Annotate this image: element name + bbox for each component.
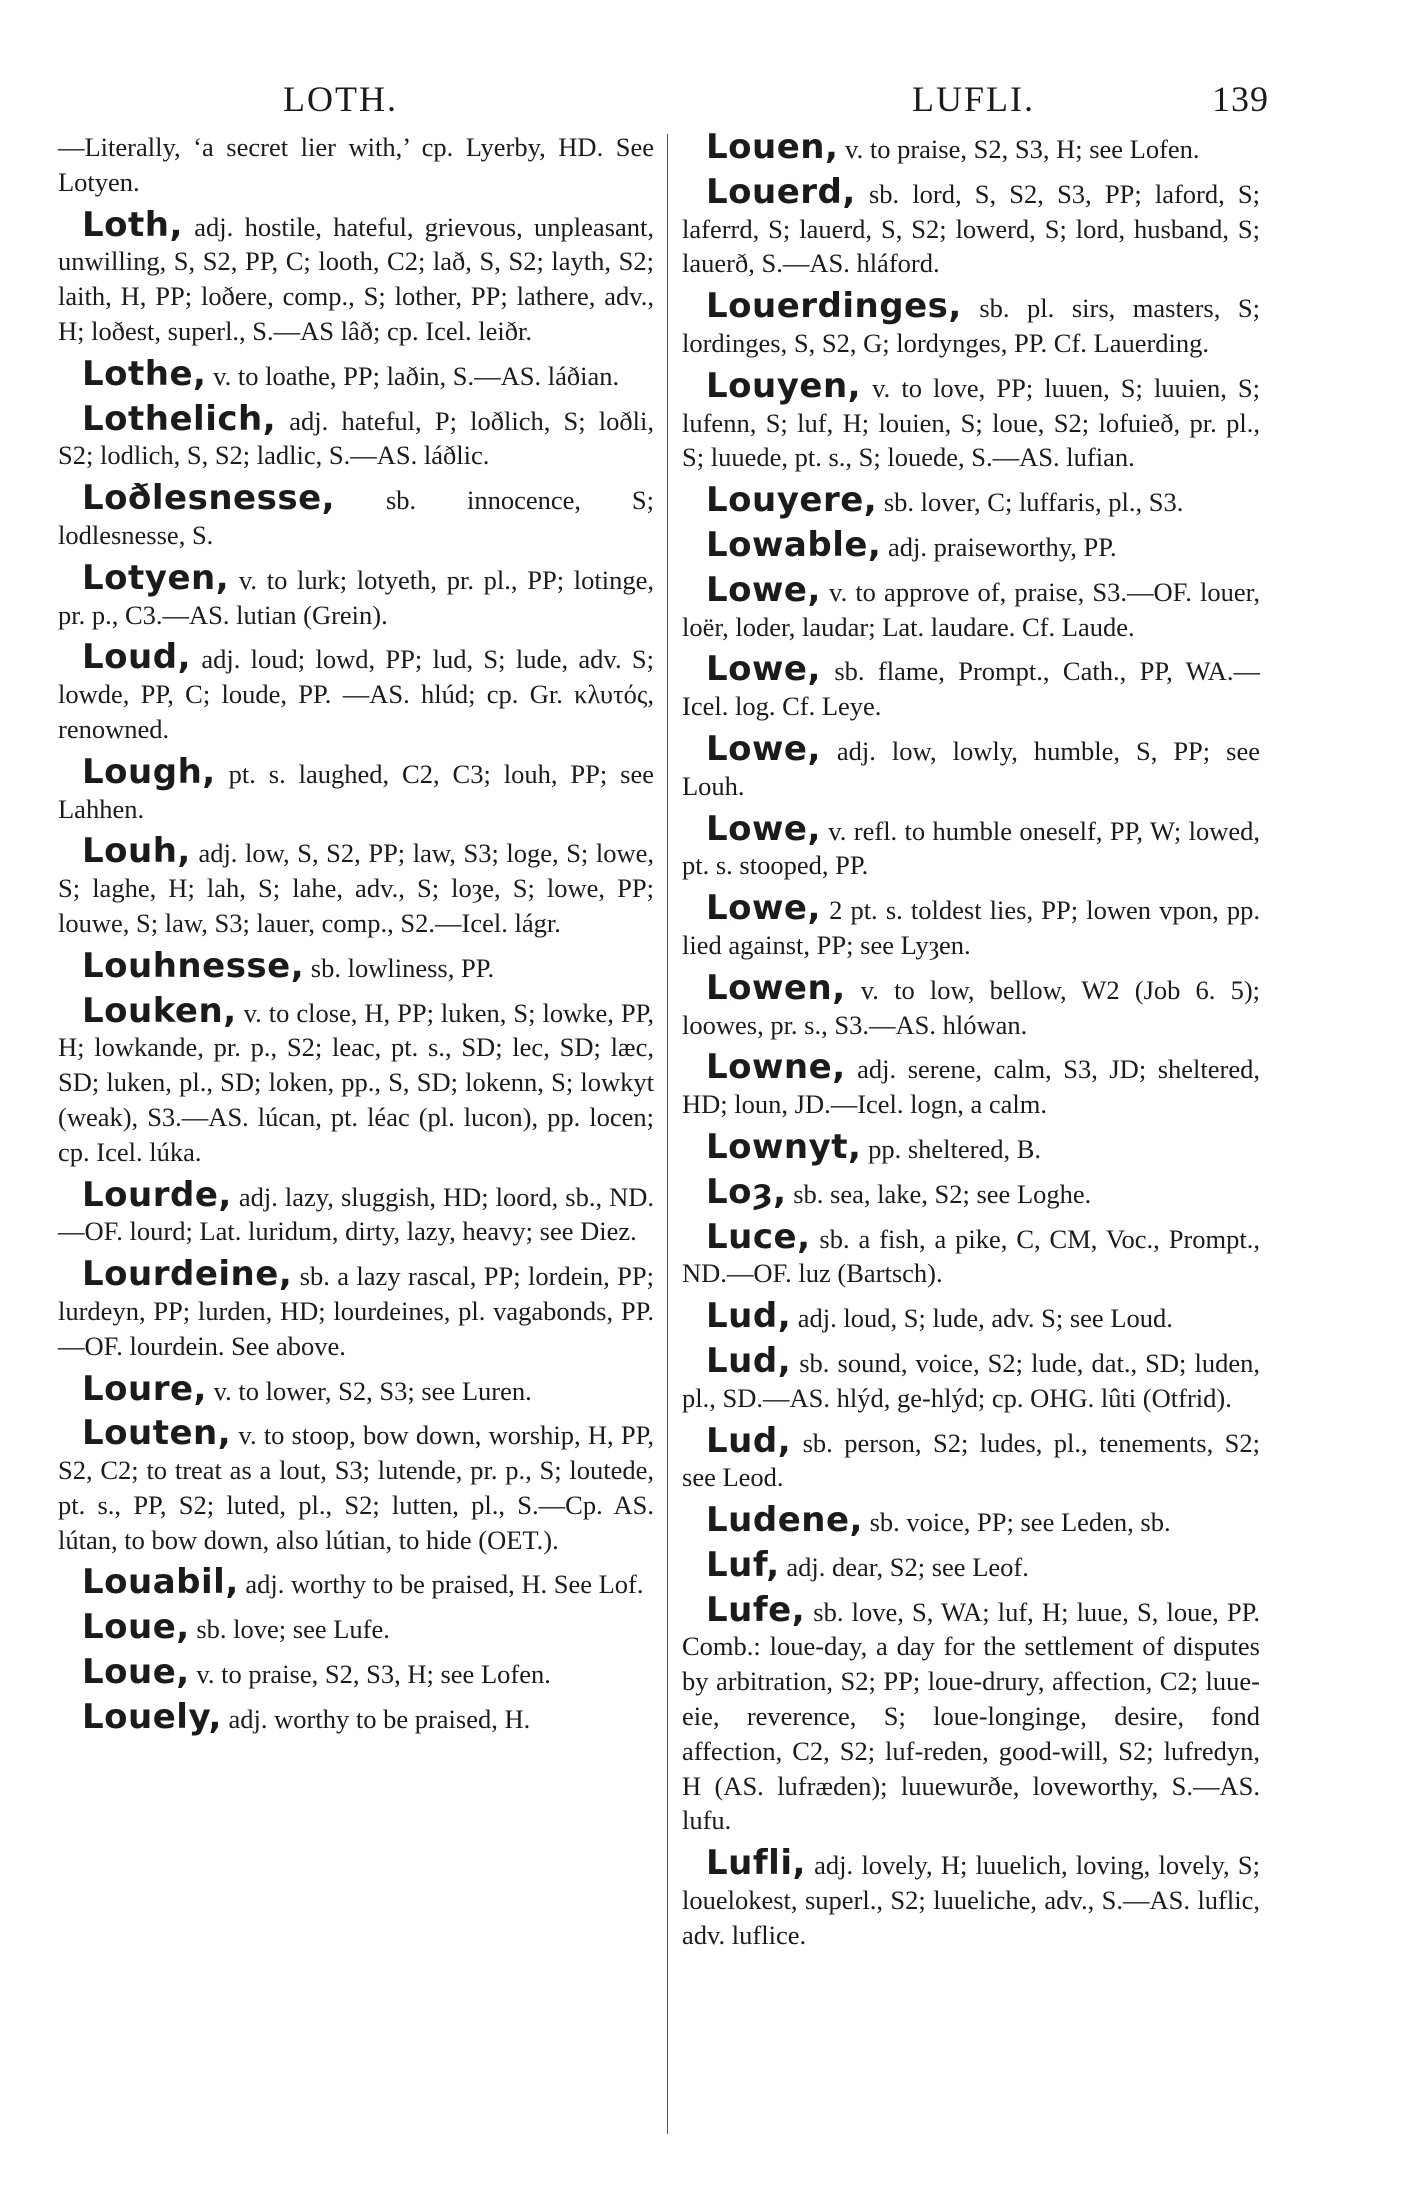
entry-definition: v. to lower, S2, S3; see Luren. [213, 1375, 532, 1406]
dictionary-entry [58, 130, 654, 200]
entry-definition: sb. pl. sirs, masters, S; lordinges, S, S2, G; lordynges, PP. Cf. Lauerding. [682, 293, 1260, 358]
entry-definition: pp. sheltered, B. [868, 1133, 1042, 1164]
entry-definition: sb. love; see Lufe. [196, 1614, 390, 1645]
dictionary-entry [58, 945, 654, 986]
dictionary-entry [58, 1652, 654, 1693]
dictionary-entry [682, 1047, 1261, 1122]
dictionary-entry [58, 353, 654, 394]
entry-headword: Louyere, [706, 480, 878, 521]
dictionary-entry [682, 1420, 1261, 1496]
entry-headword: Loðlesnesse, [82, 478, 336, 519]
entry-definition: v. to lurk; lotyeth, pr. pl., PP; lotinge, pr. p., C3.—AS. lutian (Grein). [58, 564, 654, 630]
entry-headword: Louen, [706, 127, 839, 167]
dictionary-entry [682, 480, 1260, 521]
dictionary-entry [682, 649, 1260, 724]
entry-headword: Lowe, [706, 649, 821, 690]
entry-definition: sb. sea, lake, S2; see Loghe. [793, 1178, 1092, 1209]
entry-definition: v. to approve of, praise, S3.—OF. louer, loër, loder, laudar; Lat. laudare. Cf. Laude. [682, 576, 1261, 642]
entry-definition: adj. lovely, H; luuelich, loving, lovely, S; louelokest, superl., S2; luueliche, adv., S.—AS. luflic, adv. luflice. [682, 1850, 1260, 1950]
entry-definition: adj. praiseworthy, PP. [887, 531, 1117, 562]
dictionary-entry [58, 1368, 654, 1409]
entry-definition: adj. loud; lowd, PP; lud, S; lude, adv. S; lowde, PP, C; loude, PP. —AS. hlúd; cp. Gr. κλυτός, renowned. [58, 644, 655, 744]
entry-headword: Lough, [82, 751, 216, 792]
entry-headword: Louerd, [706, 171, 856, 212]
entry-headword: Luce, [706, 1216, 811, 1257]
entry-definition: adj. hostile, hateful, grievous, unpleasant, unwilling, S, S2, PP, C; looth, C2; lað, S, S2; layth, S2; laith, H, PP; loðere, comp., S; lother, PP; lathere, adv., H; loðest, superl., S.—AS lâð; cp. Icel. leiðr. [58, 211, 654, 346]
entry-definition: sb. sound, voice, S2; lude, dat., SD; luden, pl., SD.—AS. hlýd, ge-hlýd; cp. OHG. lûti (Otfrid). [682, 1347, 1261, 1413]
entry-definition: v. to stoop, bow down, worship, H, PP, S2, C2; to treat as a lout, S3; lutende, pr. p., S; loutede, pt. s., PP, S2; luted, pl., S2; lutten, pl., S.—Cp. AS. lútan, to bow down, also lútian, to hide (OET.). [58, 1420, 655, 1555]
entry-definition: adj. low, lowly, humble, S, PP; see Louh. [682, 735, 1260, 801]
entry-headword: Lowable, [706, 524, 882, 565]
entry-headword: Lowe, [706, 728, 821, 769]
entry-headword: Loth, [82, 204, 183, 245]
entry-headword: Louerdinges, [706, 286, 962, 327]
entry-headword: Lufe, [706, 1589, 806, 1630]
entry-headword: Lufli, [706, 1843, 806, 1884]
entry-headword: Lud, [706, 1340, 792, 1381]
entry-headword: Loud, [82, 637, 191, 678]
dictionary-entry [682, 1544, 1260, 1585]
entry-headword: Louabil, [82, 1562, 239, 1603]
dictionary-entry [58, 637, 655, 746]
dictionary-entry [682, 1171, 1260, 1212]
column-divider [667, 134, 668, 2134]
entry-definition: v. to loathe, PP; laðin, S.—AS. láðian. [213, 360, 620, 391]
dictionary-entry [682, 1589, 1261, 1839]
entry-headword: Louken, [82, 990, 237, 1031]
dictionary-entry [682, 1296, 1260, 1337]
entry-headword: Luf, [706, 1544, 780, 1585]
dictionary-entry [58, 1174, 655, 1250]
entry-headword: Lothelich, [82, 398, 277, 439]
entry-headword: Lownyt, [706, 1126, 862, 1167]
dictionary-entry [682, 1216, 1261, 1292]
entry-definition: sb. a lazy rascal, PP; lordein, PP; lurdeyn, PP; lurden, HD; lourdeines, pl. vagabonds, PP.—OF. lourdein. See above. [58, 1261, 654, 1361]
dictionary-entry [682, 127, 1260, 167]
entry-definition: sb. a fish, a pike, C, CM, Voc., Prompt., ND.—OF. luz (Bartsch). [682, 1223, 1261, 1289]
dictionary-entry [682, 171, 1260, 281]
entry-definition: adj. low, S, S2, PP; law, S3; loge, S; lowe, S; laghe, H; lah, S; lahe, adv., S; loȝe, S; lowe, PP; louwe, S; law, S3; lauer, comp., S2.—Icel. lágr. [58, 838, 655, 938]
dictionary-entry [58, 204, 654, 349]
entry-headword: Loure, [82, 1368, 207, 1409]
entry-definition: sb. love, S, WA; luf, H; luue, S, loue, PP. Comb.: loue-day, a day for the settlement of disputes by arbitration, S2; PP; loue-drury, affection, C2; luue-eie, reverence, S; loue-longinge, desire, fond affection, C2, S2; luf-reden, good-will, S2; lufredyn, H (AS. lufræden); luuewurðe, loveworthy, S.—AS. lufu. [682, 1596, 1261, 1836]
entry-headword: Louten, [82, 1413, 232, 1454]
dictionary-entry [682, 1126, 1260, 1167]
dictionary-entry [58, 1254, 654, 1363]
entry-definition: v. to love, PP; luuen, S; luuien, S; lufenn, S; luf, H; louien, S; loue, S2; lofuieð, pr. pl., S; luuede, pt. s., S; louede, S.—AS. lufian. [682, 372, 1260, 473]
entry-definition: sb. flame, Prompt., Cath., PP, WA.—Icel. log. Cf. Leye. [682, 656, 1260, 722]
entry-definition: adj. hateful, P; loðlich, S; loðli, S2; lodlich, S, S2; ladlic, S.—AS. láðlic. [58, 405, 654, 471]
entry-headword: Lud, [706, 1296, 792, 1337]
entry-definition: v. to praise, S2, S3, H; see Lofen. [196, 1659, 551, 1690]
entry-headword: Ludene, [706, 1500, 863, 1541]
page-number: 139 [1212, 79, 1269, 119]
dictionary-entry [682, 1500, 1260, 1541]
running-head-left: LOTH. [283, 79, 398, 119]
dictionary-entry [58, 990, 655, 1170]
entry-headword: Lotyen, [82, 557, 230, 598]
dictionary-entry [58, 831, 655, 940]
dictionary-entry [682, 365, 1260, 475]
entry-headword: Lud, [706, 1420, 792, 1461]
dictionary-entry [58, 1562, 654, 1603]
entry-definition: adj. worthy to be praised, H. [228, 1703, 531, 1734]
entry-headword: Lowe, [706, 888, 821, 929]
entry-definition: sb. lord, S, S2, S3, PP; laford, S; laferrd, S; lauerd, S, S2; lowerd, S; lord, husband, S; lauerð, S.—AS. hláford. [682, 178, 1260, 279]
entry-definition: v. to close, H, PP; luken, S; lowke, PP, H; lowkande, pr. p., S2; leac, pt. s., SD; lec, SD; læc, SD; luken, pl., SD; loken, pp., S, SD; lokenn, S; lowkyt (weak), S3.—AS. lúcan, pt. léac (pl. lucon), pp. locen; cp. Icel. lúka. [58, 997, 655, 1167]
entry-headword: Lothe, [82, 353, 207, 394]
entry-headword: Louely, [82, 1696, 222, 1737]
dictionary-entry [58, 398, 654, 474]
entry-definition: adj. serene, calm, S3, JD; sheltered, HD; loun, JD.—Icel. logn, a calm. [682, 1054, 1261, 1120]
running-head-right: LUFLI. [912, 79, 1035, 119]
entry-headword: Louyen, [706, 365, 862, 406]
dictionary-entry [682, 286, 1260, 361]
entry-headword: Loue, [82, 1607, 190, 1648]
entry-definition: 2 pt. s. toldest lies, PP; lowen vpon, pp. lied against, PP; see Lyȝen. [682, 895, 1260, 960]
dictionary-entry [682, 569, 1261, 645]
entry-definition: sb. person, S2; ludes, pl., tenements, S2; see Leod. [682, 1427, 1261, 1493]
dictionary-entry [682, 808, 1261, 884]
entry-headword: Loȝ, [706, 1171, 787, 1212]
right-column [682, 127, 1261, 1961]
entry-definition: sb. lowliness, PP. [310, 952, 495, 983]
entry-definition: adj. lazy, sluggish, HD; loord, sb., ND.—OF. lourd; Lat. luridum, dirty, lazy, heavy; see Diez. [58, 1181, 655, 1247]
dictionary-entry [682, 1843, 1260, 1952]
entry-definition: v. to low, bellow, W2 (Job 6. 5); loowes, pr. s., S3.—AS. hlówan. [682, 974, 1261, 1040]
left-column [58, 130, 654, 1745]
dictionary-entry [58, 557, 654, 633]
entry-headword: Lowe, [706, 569, 821, 610]
dictionary-entry [682, 967, 1261, 1043]
entry-headword: Lowe, [706, 808, 821, 849]
dictionary-entry [58, 478, 655, 553]
entry-definition: adj. dear, S2; see Leof. [786, 1551, 1029, 1582]
dictionary-entry [58, 751, 654, 827]
dictionary-entry [682, 1340, 1261, 1416]
entry-definition: pt. s. laughed, C2, C3; louh, PP; see Lahhen. [58, 758, 654, 824]
entry-headword: Louhnesse, [82, 945, 305, 986]
entry-definition: sb. lover, C; luffaris, pl., S3. [883, 487, 1184, 518]
dictionary-entry [58, 1607, 654, 1648]
entry-definition: adj. worthy to be praised, H. See Lof. [245, 1569, 644, 1600]
entry-headword: Lowne, [706, 1047, 846, 1088]
dictionary-entry [682, 524, 1260, 565]
entry-headword: Lourdeine, [82, 1254, 293, 1295]
entry-headword: Lowen, [706, 967, 846, 1008]
entry-headword: Lourde, [82, 1174, 232, 1215]
entry-definition: —Literally, ‘a secret lier with,’ cp. Lyerby, HD. See Lotyen. [58, 132, 654, 197]
entry-definition: sb. voice, PP; see Leden, sb. [869, 1507, 1171, 1538]
dictionary-entry [682, 888, 1260, 963]
entry-definition: v. to praise, S2, S3, H; see Lofen. [845, 134, 1200, 164]
entry-definition: sb. innocence, S; lodlesnesse, S. [58, 485, 655, 550]
dictionary-entry [58, 1696, 654, 1737]
entry-headword: Loue, [82, 1652, 190, 1693]
entry-headword: Louh, [82, 831, 191, 872]
entry-definition: adj. loud, S; lude, adv. S; see Loud. [797, 1303, 1173, 1334]
entry-definition: v. refl. to humble oneself, PP, W; lowed, pt. s. stooped, PP. [682, 815, 1261, 881]
dictionary-entry [58, 1413, 655, 1557]
dictionary-entry [682, 728, 1260, 804]
